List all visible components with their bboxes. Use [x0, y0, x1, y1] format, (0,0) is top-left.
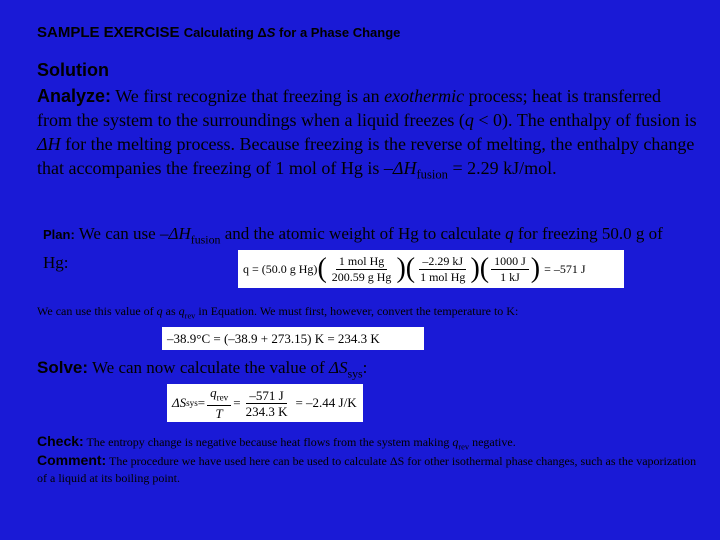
plan-label: Plan: [43, 227, 75, 242]
analyze-label: Analyze: [37, 86, 112, 106]
slide-title [37, 24, 400, 41]
equation-q-calculation: q = (50.0 g Hg) ( $\frac{\text{1 mol Hg}}{\text{200.59 g Hg}}$ ) ( $\frac{-2.29 kJ}{\text{1 mol Hg}}$ ) ( $\frac{1000 J}{1 kJ}$ ) = –571 J [238, 250, 624, 288]
check-paragraph: Check: The entropy change is negative because heat flows from the system making $q_{rev}$ negative. [37, 433, 516, 452]
equation-temperature-conversion: –38.9°C = (–38.9 + 273.15) K = 234.3 K [162, 327, 424, 350]
comment-paragraph: Comment: The procedure we have used here can be used to calculate ΔS for other isothermal phase changes, such as the vaporization of a liquid at its boiling point. [37, 452, 697, 485]
comment-label: Comment: [37, 452, 107, 468]
use-q-sentence: We can use this value of q as $q_{rev}$ in Equation. We must first, however, convert the temperature to K: [37, 304, 519, 321]
solve-paragraph: Solve: We can now calculate the value of $\Delta S_{sys}$: [37, 358, 368, 381]
analyze-paragraph: Analyze: We first recognize that freezing is an exothermic process; heat is transferred from the system to the surroundings when a liquid freezes (q < 0). The enthalpy of fusion is ΔH for the melting process. Because freezing is the reverse of melting, the enthalpy change that accompanies the freezing of 1 mol of Hg is $-\Delta H_{fusion} = 2.29$ kJ/mol. [37, 86, 697, 182]
solution-heading: Solution [37, 60, 109, 80]
equation-entropy-calculation: ΔS sys = $\frac{q_{rev}}{T}$ = $\frac{-571 J}{234.3 K}$ = –2.44 J/K [167, 384, 363, 422]
plan-paragraph: Plan: We can use $-\Delta H_{fusion}$ and the atomic weight of Hg to calculate q for freezing 50.0 g of Hg: [43, 224, 663, 273]
title-subtitle: Calculating ΔS for a Phase Change [183, 25, 401, 40]
solve-label: Solve: [37, 358, 89, 377]
title-main: SAMPLE EXERCISE [37, 24, 180, 41]
check-label: Check: [37, 433, 84, 449]
